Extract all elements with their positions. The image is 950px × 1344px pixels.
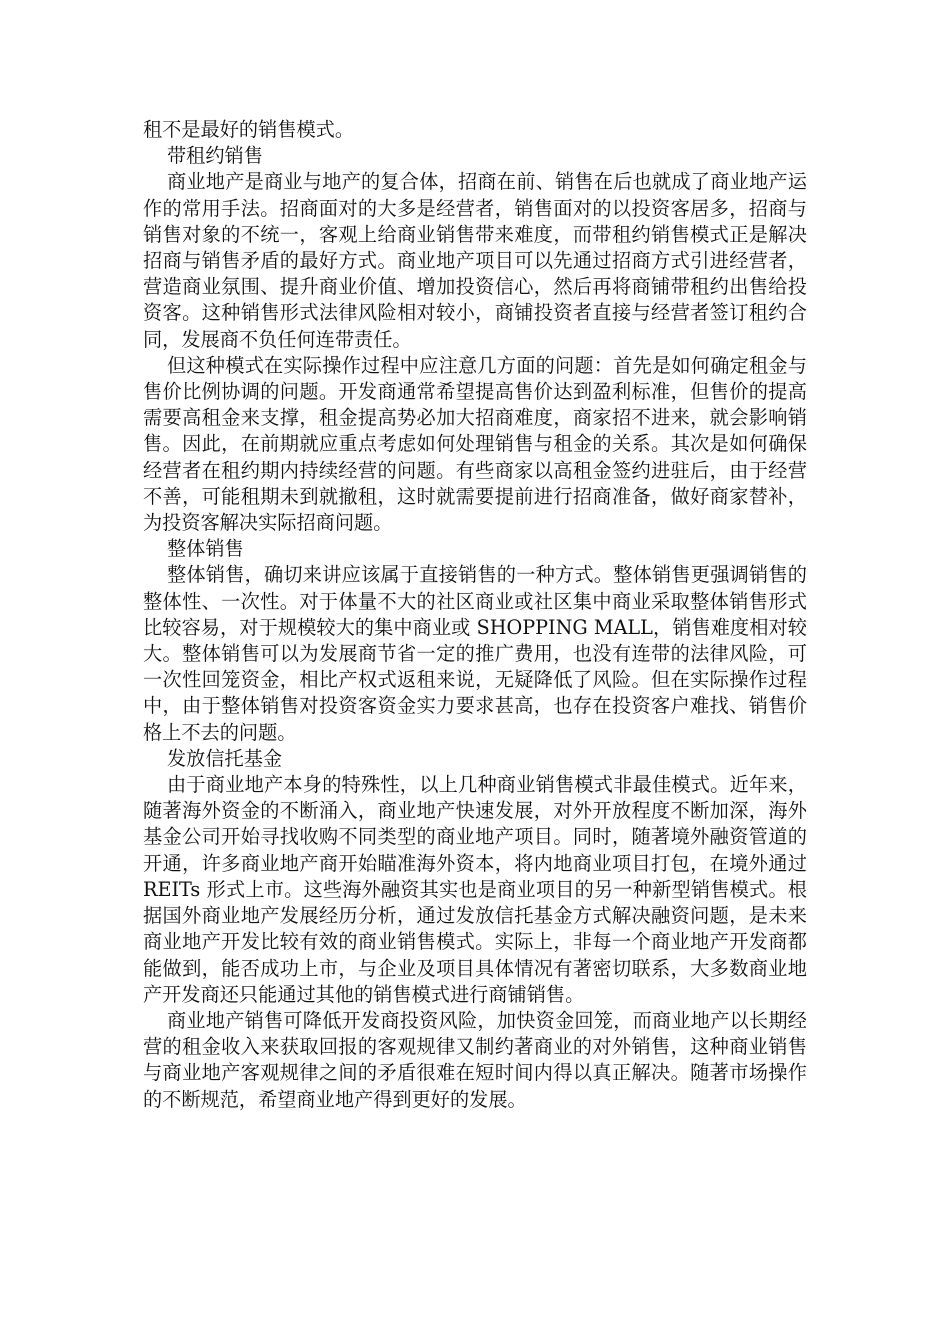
section-heading-trust-fund: 发放信托基金: [167, 746, 283, 770]
paragraph-bulk-sales: 整体销售，确切来讲应该属于直接销售的一种方式。整体销售更强调销售的整体性、一次性。对于体量不大的社区商业或社区集中商业采取整体销售形式比较容易，对于规模较大的集中商业或 SHOPPING MALL，销售难度相对较大。整体销售可以为发展商节省一定的推广费用，也没有连带的法律风险，可一次性回笼资金，相比产权式返租来说，无疑降低了风险。但在实际操作过程中，由于整体销售对投资客资金实力要求甚高，也存在投资客户难找、销售价格上不去的问题。: [143, 563, 807, 744]
section-heading-leased-sales: 带租约销售: [167, 144, 263, 168]
paragraph-leased-sales-intro: 商业地产是商业与地产的复合体，招商在前、销售在后也就成了商业地产运作的常用手法。招商面对的大多是经营者，销售面对的以投资客居多，招商与销售对象的不统一，客观上给商业销售带来难度，而带租约销售模式正是解决招商与销售矛盾的最好方式。商业地产项目可以先通过招商方式引进经营者，营造商业氛围、提升商业价值、增加投资信心，然后再将商铺带租约出售给投资客。这种销售形式法律风险相对较小，商铺投资者直接与经营者签订租约合同，发展商不负任何连带责任。: [143, 170, 807, 351]
paragraph-conclusion: 商业地产销售可降低开发商投资风险，加快资金回笼，而商业地产以长期经营的租金收入来获取回报的客观规律又制约著商业的对外销售，这种商业销售与商业地产客观规律之间的矛盾很难在短时间内得以真正解决。随著市场操作的不断规范，希望商业地产得到更好的发展。: [143, 1008, 807, 1111]
document-page: [143, 117, 807, 1113]
paragraph-leased-sales-issues: 但这种模式在实际操作过程中应注意几方面的问题：首先是如何确定租金与售价比例协调的问题。开发商通常希望提高售价达到盈利标准，但售价的提高需要高租金来支撑，租金提高势必加大招商难度，商家招不进来，就会影响销售。因此，在前期就应重点考虑如何处理销售与租金的关系。其次是如何确保经营者在租约期内持续经营的问题。有些商家以高租金签约进驻后，由于经营不善，可能租期未到就撤租，这时就需要提前进行招商准备，做好商家替补，为投资客解决实际招商问题。: [143, 353, 807, 535]
section-heading-bulk-sales: 整体销售: [167, 537, 244, 561]
continued-paragraph: 租不是最好的销售模式。: [143, 118, 355, 141]
paragraph-trust-fund: 由于商业地产本身的特殊性，以上几种商业销售模式非最佳模式。近年来，随著海外资金的不断涌入，商业地产快速发展，对外开放程度不断加深，海外基金公司开始寻找收购不同类型的商业地产项目。同时，随著境外融资管道的开通，许多商业地产商开始瞄准海外资本，将内地商业项目打包，在境外通过 REITs 形式上市。这些海外融资其实也是商业项目的另一种新型销售模式。根据国外商业地产发展经历分析，通过发放信托基金方式解决融资问题，是未来商业地产开发比较有效的商业销售模式。实际上，非每一个商业地产开发商都能做到，能否成功上市，与企业及项目具体情况有著密切联系，大多数商业地产开发商还只能通过其他的销售模式进行商铺销售。: [143, 773, 807, 1006]
